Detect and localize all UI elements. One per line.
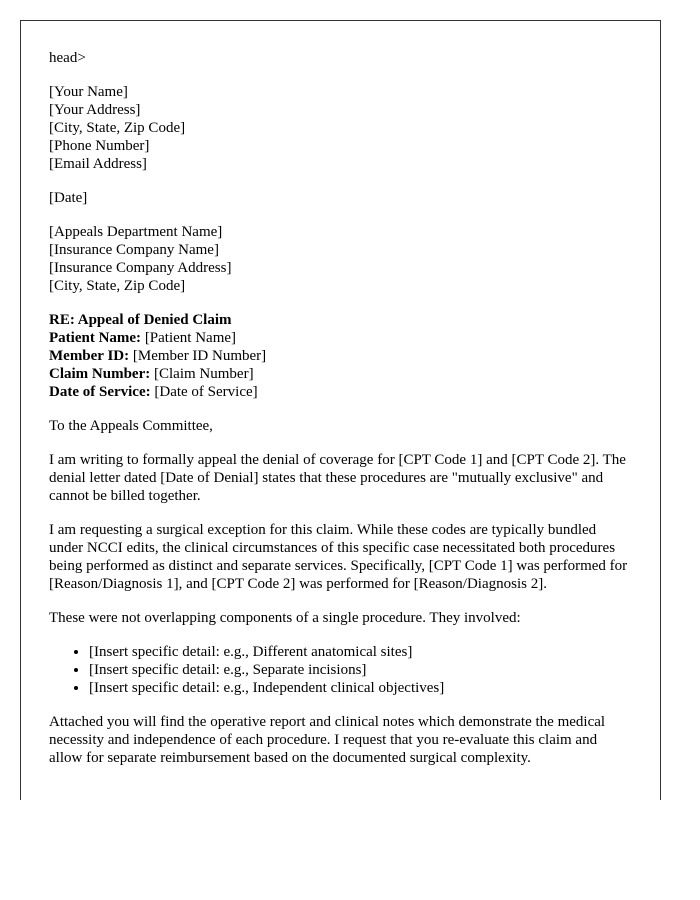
letter-date: [Date] [49,190,88,206]
re-block [49,311,631,401]
stray-text: head> [49,50,86,66]
sender-block [49,83,631,173]
closing-paragraph: Attached you will find the operative report and clinical notes which demonstrate the medical necessity and independence of each procedure. I request that you re-evaluate this claim and allow for separate reimbursement based on the documented surgical complexity. [49,714,606,766]
sender-address: [Your Address] [49,102,141,118]
recipient-company: [Insurance Company Name] [49,242,219,258]
re-subject: RE: Appeal of Denied Claim [49,312,232,328]
body-paragraph: I am writing to formally appeal the denial of coverage for [CPT Code 1] and [CPT Code 2]. The denial letter dated [Date of Denial] states that these procedures are "mutually exclusive" and cannot be billed together. [49,452,626,504]
body-paragraph: These were not overlapping components of a single procedure. They involved: [49,610,521,626]
claim-number-value: [Claim Number] [150,366,254,382]
recipient-address: [Insurance Company Address] [49,260,232,276]
patient-name-value: [Patient Name] [141,330,237,346]
body-paragraph: I am requesting a surgical exception for this claim. While these codes are typically bundled under NCCI edits, the clinical circumstances of this specific case necessitated both procedures being performed as distinct and separate services. Specifically, [CPT Code 1] was performed for [Reason/Diagnosis 1], and [CPT Code 2] was performed for [Reason/Diagnosis 2]. [49,522,628,592]
member-id-value: [Member ID Number] [129,348,267,364]
recipient-block [49,223,631,295]
date-of-service-label: Date of Service: [49,384,151,400]
list-item: • [Insert specific detail: e.g., Separate incisions] [89,661,631,679]
letter-page [20,20,661,800]
sender-city: [City, State, Zip Code] [49,120,186,136]
sender-name: [Your Name] [49,84,128,100]
list-item: • [Insert specific detail: e.g., Independent clinical objectives] [89,679,631,697]
member-id-label: Member ID: [49,348,130,364]
patient-name-label: Patient Name: [49,330,142,346]
list-item: • [Insert specific detail: e.g., Different anatomical sites] [89,643,631,661]
recipient-department: [Appeals Department Name] [49,224,223,240]
sender-email: [Email Address] [49,156,147,172]
sender-phone: [Phone Number] [49,138,150,154]
claim-number-label: Claim Number: [49,366,151,382]
salutation: To the Appeals Committee, [49,418,213,434]
recipient-city: [City, State, Zip Code] [49,278,186,294]
date-of-service-value: [Date of Service] [150,384,258,400]
detail-list [49,643,631,697]
